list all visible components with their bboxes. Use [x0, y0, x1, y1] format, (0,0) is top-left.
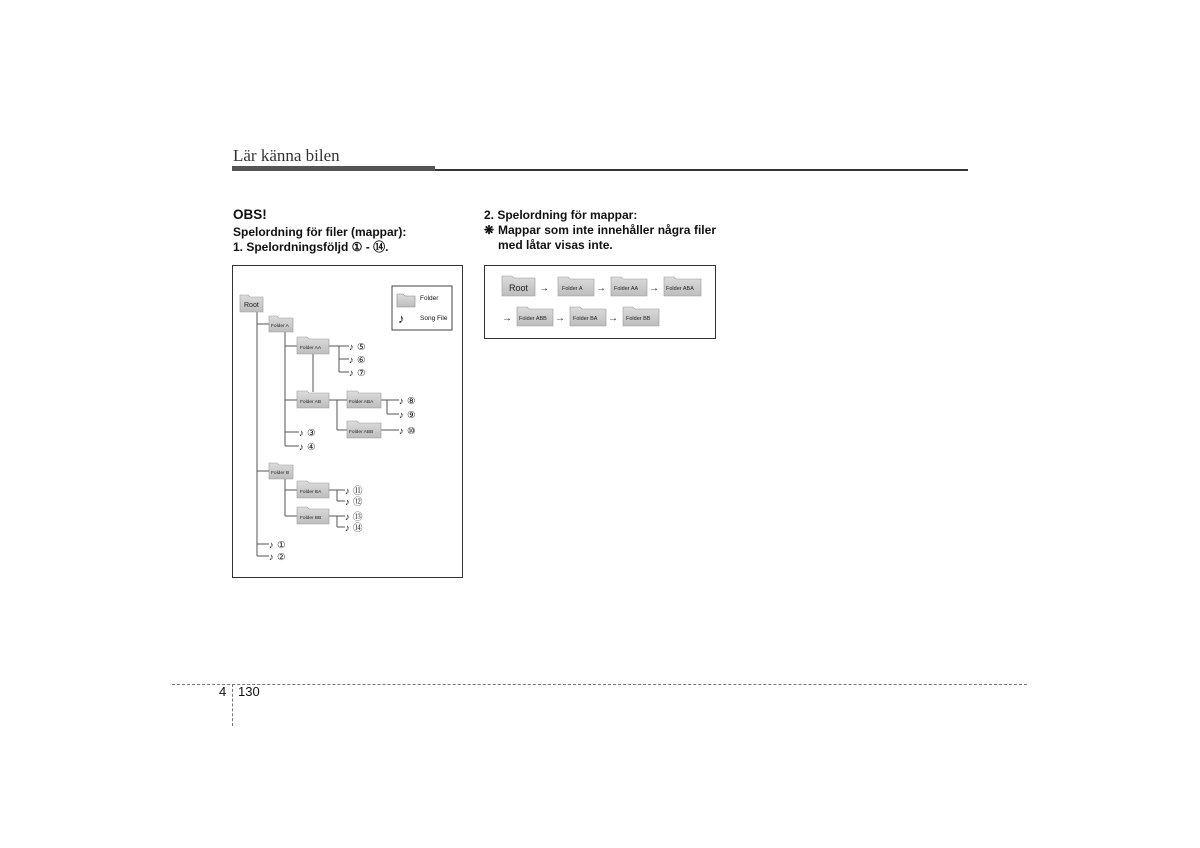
header-rule-thick — [232, 166, 435, 171]
svg-text:Folder BA: Folder BA — [300, 490, 322, 495]
svg-text:♪: ♪ — [399, 426, 404, 437]
svg-text:Folder ABB: Folder ABB — [519, 316, 547, 322]
song-13 — [345, 512, 363, 523]
svg-text:⑦: ⑦ — [357, 368, 366, 379]
svg-text:Folder A: Folder A — [271, 324, 289, 329]
order-arrow-1: → — [539, 283, 549, 294]
order-folder-aba — [664, 277, 701, 296]
svg-text:♪: ♪ — [345, 486, 350, 497]
footer-rule — [172, 684, 1027, 685]
order-folder-bb — [623, 307, 659, 326]
svg-text:⑫: ⑫ — [353, 497, 363, 508]
song-11 — [345, 486, 363, 497]
folder-b — [269, 463, 293, 479]
obs-heading: OBS! — [233, 207, 267, 222]
song-9 — [399, 410, 416, 421]
music-note-icon: ♪ — [398, 311, 405, 326]
chapter-number: 4 — [219, 684, 227, 699]
song-12 — [345, 497, 363, 508]
order-root — [502, 276, 535, 296]
svg-text:⑬: ⑬ — [353, 512, 363, 523]
folder-tree-svg — [233, 266, 464, 579]
note-text: Mappar som inte innehåller några filer med låtar visas inte. — [498, 223, 716, 252]
legend-folder-label: Folder — [420, 295, 439, 302]
tree-songs — [269, 342, 416, 563]
order-arrow-3: → — [649, 283, 659, 294]
song-4 — [299, 442, 316, 453]
svg-text:♪: ♪ — [345, 523, 350, 534]
svg-text:Folder ABB: Folder ABB — [349, 430, 374, 435]
song-1 — [269, 540, 286, 551]
svg-text:♪: ♪ — [349, 355, 354, 366]
svg-text:♪: ♪ — [299, 442, 304, 453]
svg-text:⑭: ⑭ — [353, 523, 363, 534]
svg-text:⑩: ⑩ — [407, 426, 416, 437]
folder-note — [484, 223, 716, 253]
folder-order-svg — [485, 266, 717, 340]
svg-text:♪: ♪ — [399, 396, 404, 407]
svg-text:Folder B: Folder B — [271, 471, 290, 476]
svg-text:Folder BB: Folder BB — [626, 316, 651, 322]
song-10 — [399, 426, 416, 437]
svg-text:♪: ♪ — [345, 497, 350, 508]
order-arrow-6: → — [608, 313, 618, 324]
folder-tree-diagram — [232, 265, 463, 578]
folder-abb — [347, 421, 381, 438]
svg-text:♪: ♪ — [345, 512, 350, 523]
song-14 — [345, 523, 363, 534]
svg-text:④: ④ — [307, 442, 316, 453]
svg-text:♪: ♪ — [299, 428, 304, 439]
play-order-subtitle: Spelordning för filer (mappar): — [233, 225, 407, 239]
svg-text:⑧: ⑧ — [407, 396, 416, 407]
folder-aa — [297, 337, 329, 354]
song-5 — [349, 342, 366, 353]
svg-text:⑨: ⑨ — [407, 410, 416, 421]
song-8 — [399, 396, 416, 407]
section-title: Lär känna bilen — [233, 146, 340, 165]
folder-aba — [347, 391, 381, 408]
folder-ba — [297, 481, 329, 498]
folder-icon — [397, 294, 415, 307]
order-folder-a — [558, 277, 594, 296]
note-mark: ❋ — [484, 223, 495, 237]
order-folder-abb — [517, 307, 553, 326]
svg-text:Folder BB: Folder BB — [300, 516, 322, 521]
svg-text:♪: ♪ — [269, 552, 274, 563]
svg-text:♪: ♪ — [349, 342, 354, 353]
svg-text:Root: Root — [509, 283, 529, 293]
svg-text:♪: ♪ — [399, 410, 404, 421]
svg-text:Folder AA: Folder AA — [300, 346, 322, 351]
legend-song-label: Song File — [420, 315, 448, 322]
song-7 — [349, 368, 366, 379]
order-arrow-5: → — [555, 313, 565, 324]
song-2 — [269, 552, 286, 563]
order-arrow-2: → — [596, 283, 606, 294]
tree-legend — [392, 286, 452, 330]
svg-text:Folder AA: Folder AA — [614, 286, 639, 292]
order-arrow-4: → — [502, 313, 512, 324]
order-folder-ba — [570, 307, 606, 326]
folder-ab — [297, 391, 329, 408]
svg-text:⑥: ⑥ — [357, 355, 366, 366]
svg-text:Folder BA: Folder BA — [573, 316, 598, 322]
page-number: 130 — [238, 684, 260, 699]
play-order-item-2: 2. Spelordning för mappar: — [484, 208, 638, 222]
svg-text:⑪: ⑪ — [353, 486, 363, 497]
svg-text:⑤: ⑤ — [357, 342, 366, 353]
left-column — [233, 207, 468, 255]
right-column — [484, 208, 716, 253]
folder-bb — [297, 507, 329, 524]
folder-order-diagram — [484, 265, 716, 339]
folder-root — [240, 295, 263, 312]
svg-text:Folder ABA: Folder ABA — [666, 286, 694, 292]
folder-a — [269, 316, 293, 332]
svg-text:②: ② — [277, 552, 286, 563]
svg-text:Root: Root — [244, 302, 259, 309]
song-6 — [349, 355, 366, 366]
svg-text:Folder ABA: Folder ABA — [349, 400, 374, 405]
svg-text:Folder AB: Folder AB — [300, 400, 322, 405]
svg-text:♪: ♪ — [349, 368, 354, 379]
svg-text:Folder A: Folder A — [562, 286, 583, 292]
order-folder-aa — [611, 277, 647, 296]
svg-text:③: ③ — [307, 428, 316, 439]
svg-text:①: ① — [277, 540, 286, 551]
play-order-item-1: 1. Spelordningsföljd ① - ⑭. — [233, 240, 389, 254]
svg-text:♪: ♪ — [269, 540, 274, 551]
footer-divider — [232, 684, 233, 726]
header-rule-thin — [435, 169, 968, 171]
song-3 — [299, 428, 316, 439]
